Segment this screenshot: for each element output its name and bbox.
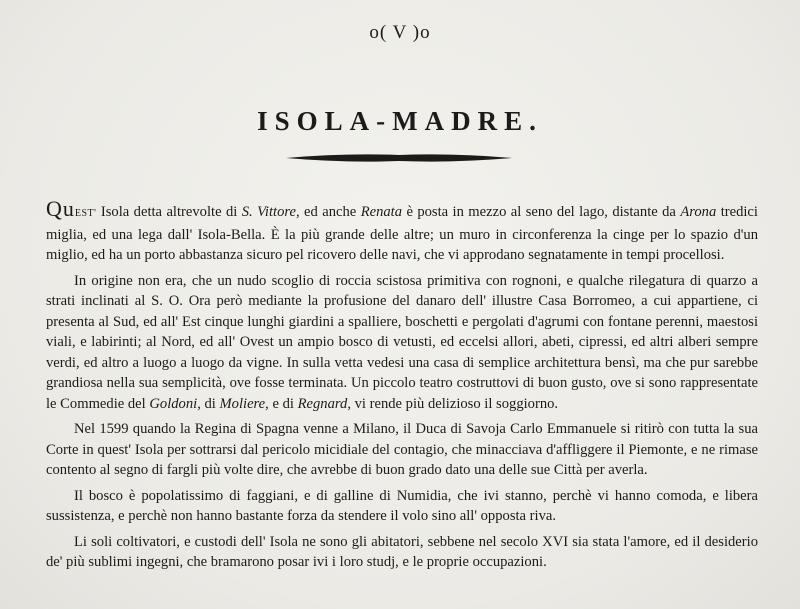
page-title: ISOLA-MADRE. [257, 106, 543, 136]
text-run: , di [197, 395, 220, 412]
text-run: , ed anche [296, 204, 361, 220]
italic-author: Moliere [219, 395, 266, 412]
italic-author: Regnard [297, 395, 348, 412]
paragraph-3: Nel 1599 quando la Regina di Spagna venne a Milano, il Duca di Savoja Carlo Emmanuele si ritirò con tutta la sua Corte in quest' Isola per sottrarsi dal pericolo micidiale del contagio, che minacciava d'affliggere il Piemonte, e ne rimase contento al segno di fargli più volte dire, che avrebbe di buon grado dato una delle sue Città per averla. [46, 421, 758, 478]
text-run: Isola detta altrevolte di [96, 204, 242, 220]
italic-name: Renata [360, 204, 403, 220]
drop-cap: Qu [46, 196, 75, 221]
text-run: In origine non era, che un nudo scoglio di roccia scistosa primitiva con rognoni, e qualche rilegatura di quarzo a strati inclinati al S. O. Ora però mediante la profusione del danaro dell' illustre Casa Borromeo, a cui appartiene, ci presenta al Sud, ed all' Est cinque lunghi giardini a spalliere, boschetti e pergolati d'agrumi con fontane perenni, maestosi viali, e labirinti; al Nord, ed all' Ovest un ampio bosco di vetusti, ed eccelsi allori, abeti, cipressi, ed altri alberi sempre verdi, ed altro a luogo a luogo da vigne. In sulla vetta vedesi una casa di semplice architettura bensì, ma che pur sarebbe grandiosa nella sua semplicità, ove fosse terminata. Un piccolo teatro costruttovi di buon gusto, ove si sono rappresentate le Commedie del [46, 272, 758, 412]
italic-place: Arona [680, 204, 717, 220]
italic-name: S. Vittore [241, 204, 296, 220]
small-caps-text: EST' [74, 208, 97, 219]
paragraph-5: Li soli coltivatori, e custodi dell' Isola ne sono gli abitatori, sebbene nel secolo XVI sia stata l'amore, ed il desiderio de' più sublimi ingegni, che bramarono posar ivi i loro studj, e le proprie occupazioni. [46, 533, 758, 570]
text-run: , vi rende più delizioso il soggiorno. [347, 395, 559, 412]
paragraph-4: Il bosco è popolatissimo di faggiani, e di galline di Numidia, che ivi stanno, perchè vi hanno comoda, e libera sussistenza, e perchè non hanno bastante forza da stendere il volo sino all' opposta riva. [46, 487, 758, 524]
page-number: o( V )o [369, 22, 431, 43]
text-run: tredici miglia, ed una lega dall' Isola-Bella. È la più grande delle altre; un muro in circonferenza la cinge per lo spazio d'un miglio, ed ha un porto abbastanza sicuro pel ricovero delle navi, che vi approdano segnatamente in tempi procellosi. [46, 204, 758, 263]
text-run: , e di [265, 395, 298, 412]
text-run: è posta in mezzo al seno del lago, distante da [402, 204, 681, 220]
ornamental-rule [284, 152, 514, 164]
body-text [46, 196, 758, 578]
italic-author: Goldoni [149, 395, 198, 412]
paragraph-1 [46, 196, 758, 266]
paragraph-2 [46, 271, 758, 415]
